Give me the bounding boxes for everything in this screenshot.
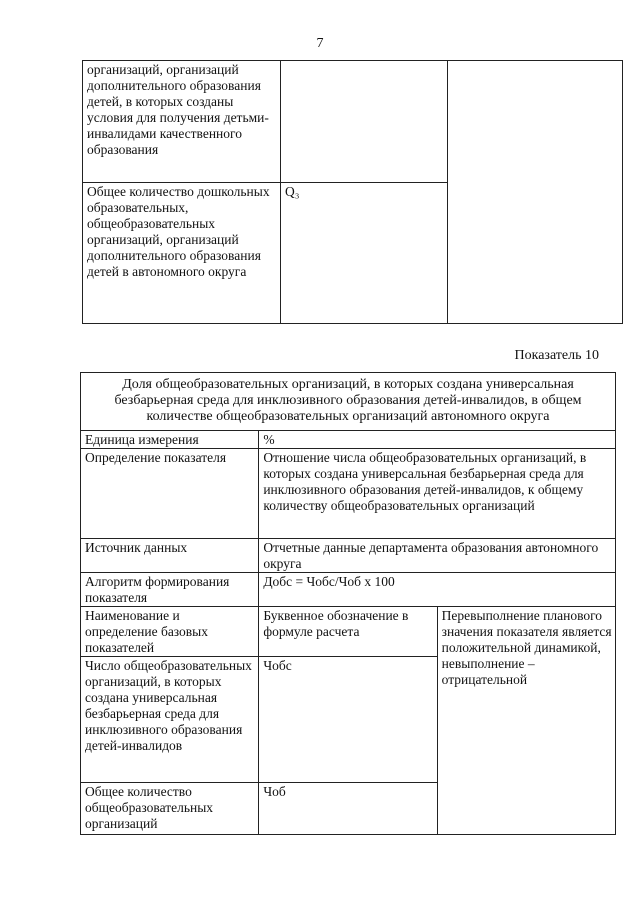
unit-value: % — [259, 431, 616, 449]
base-indicators-label: Наименование и определение базовых показателей — [81, 607, 259, 657]
indicator-table — [80, 372, 616, 835]
table-row — [81, 539, 616, 573]
indicator-label: Показатель 10 — [514, 348, 599, 363]
table-cell — [281, 61, 448, 183]
table-row — [83, 61, 623, 183]
evaluation-note: Перевыполнение планового значения показателя является положительной динамикой, невыполнение – отрицательной — [437, 607, 615, 835]
table-row — [81, 431, 616, 449]
table-cell: организаций, организаций дополнительного образования детей, в которых созданы условия для получения детьми-инвалидами качественного образования — [83, 61, 281, 183]
algorithm-formula: Добс = Чобс/Чоб х 100 — [259, 573, 616, 607]
continuation-table — [82, 60, 623, 324]
base-indicator-symbol: Чобс — [259, 657, 437, 783]
table-row — [81, 573, 616, 607]
base-indicator-name: Общее количество общеобразовательных организаций — [81, 783, 259, 835]
formula-notation-header: Буквенное обозначение в формуле расчета — [259, 607, 437, 657]
table-cell — [448, 61, 623, 324]
formula-symbol-cell: Q₃ — [281, 183, 448, 324]
base-indicator-symbol: Чоб — [259, 783, 437, 835]
algorithm-label: Алгоритм формирования показателя — [81, 573, 259, 607]
table-row — [81, 449, 616, 539]
definition-label: Определение показателя — [81, 449, 259, 539]
table-title-row — [81, 373, 616, 431]
unit-label: Единица измерения — [81, 431, 259, 449]
table-cell: Общее количество дошкольных образовательных, общеобразовательных организаций, организаций дополнительного образования детей в автономного округа — [83, 183, 281, 324]
base-indicator-name: Число общеобразовательных организаций, в которых создана универсальная безбарьерная среда для инклюзивного образования детей-инвалидов — [81, 657, 259, 783]
source-value: Отчетные данные департамента образования автономного округа — [259, 539, 616, 573]
page-number: 7 — [316, 36, 324, 51]
indicator-title: Доля общеобразовательных организаций, в которых создана универсальная безбарьерная среда для инклюзивного образования детей-инвалидов, в общем количестве общеобразовательных организаций автономного округа — [81, 373, 616, 431]
table-row — [81, 607, 616, 657]
definition-value: Отношение числа общеобразовательных организаций, в которых создана универсальная безбарьерная среда для инклюзивного образования детей-инвалидов, к общему количеству общеобразовательных организаций — [259, 449, 616, 539]
source-label: Источник данных — [81, 539, 259, 573]
